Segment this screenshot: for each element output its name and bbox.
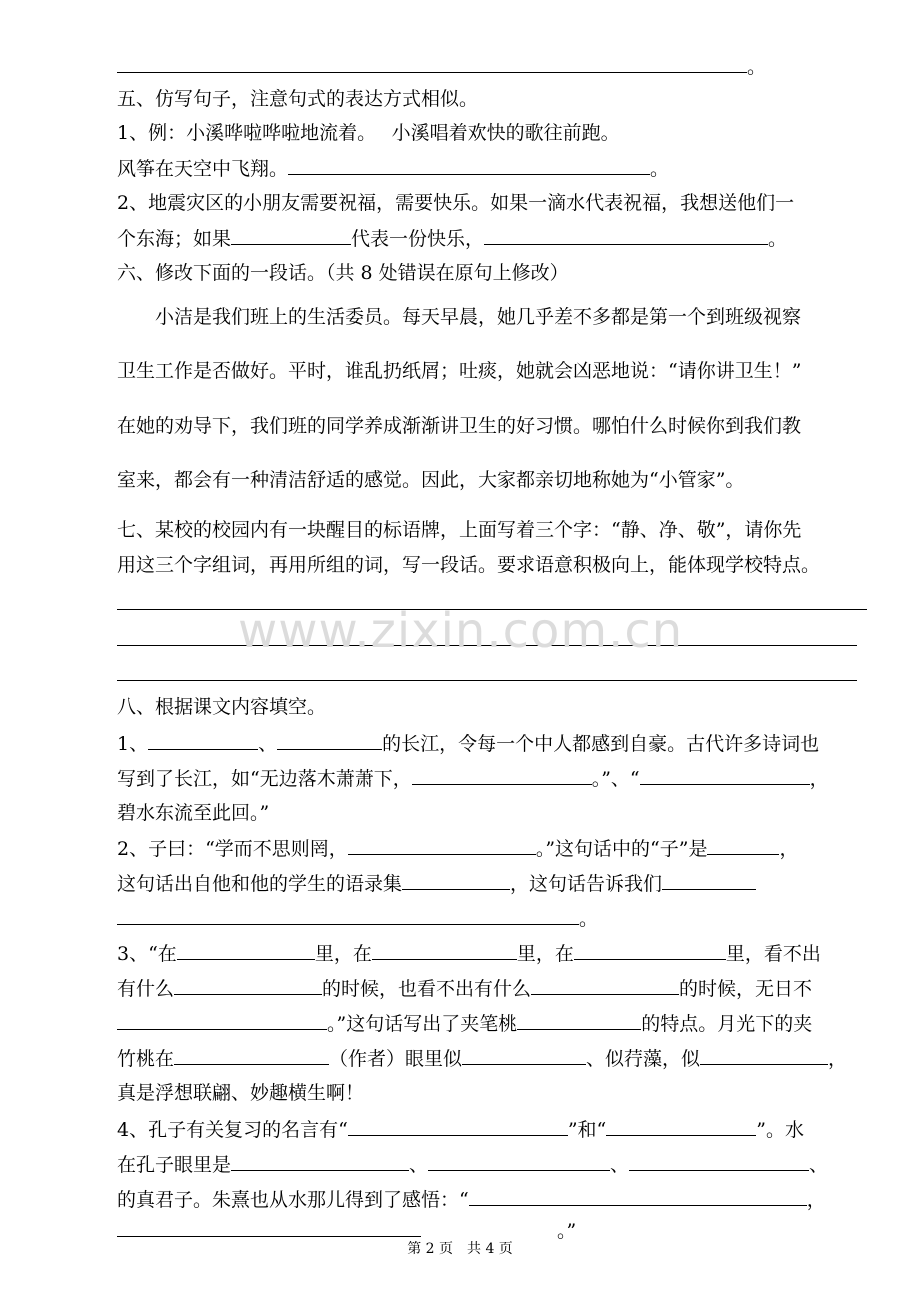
s8-q4-line1: 4、孔子有关复习的名言有“ ”和“ ”。水 [117,1119,804,1141]
s8-q3-line5: 真是浮想联翩、妙趣横生啊！ [117,1082,365,1104]
s8-q4-line4: 。” [117,1218,576,1243]
blank[interactable] [117,906,579,925]
s5-q2-line1: 2、地震灾区的小朋友需要祝福，需要快乐。如果一滴水代表祝福，我想送他们一 [117,192,795,214]
blank[interactable] [277,731,382,750]
blank[interactable] [606,1117,756,1136]
section-8-heading: 八、根据课文内容填空。 [117,696,327,718]
watermark: www.zixin.com.cn [238,603,684,659]
blank[interactable] [231,226,351,245]
s8-q3-line3: 。”这句话写出了夹笔桃 的特点。月光下的夹 [117,1011,812,1036]
blank[interactable] [174,976,322,995]
blank[interactable] [662,871,756,890]
s8-q1-line1: 1、 、 的长江，令每一个中人都感到自豪。古代许多诗词也 [117,733,820,755]
blank[interactable] [174,1046,329,1065]
blank[interactable] [177,941,315,960]
section-5-heading: 五、仿写句子，注意句式的表达方式相似。 [117,88,479,110]
blank[interactable] [700,1046,828,1065]
s8-q3-line1: 3、“在 里，在 里，在 里，看不出 [117,943,821,965]
s6-paragraph-line: 在她的劝导下，我们班的同学养成渐渐讲卫生的好习惯。哪怕什么时候你到我们教 [117,415,802,437]
blank[interactable] [469,1187,807,1206]
s8-q3-line4: 竹桃在 （作者）眼里似 、似荇藻，似 ， [117,1048,848,1070]
s6-paragraph-line: 小洁是我们班上的生活委员。每天早晨，她几乎差不多都是第一个到班级视察 [117,306,802,328]
section-7-line1: 七、某校的校园内有一块醒目的标语牌，上面写着三个字：“静、净、敬”，请你先 [117,519,802,541]
blank[interactable] [574,941,726,960]
section-7-line2: 用这三个字组词，再用所组的词，写一段话。要求语意积极向上，能体现学校特点。 [117,554,821,576]
blank[interactable] [531,976,679,995]
blank[interactable] [348,836,536,855]
s8-q1-line2: 写到了长江，如“无边落木萧萧下， 。”、“ ， [117,768,829,790]
blank[interactable] [117,54,747,73]
blank[interactable] [517,1011,641,1030]
s8-q2-line3: 。 [117,906,598,931]
blank[interactable] [484,226,768,245]
s6-paragraph-line: 室来，都会有一种清洁舒适的感觉。因此，大家都亲切地称她为“小管家”。 [117,469,745,491]
section-6-heading: 六、修改下面的一段话。（共 8 处错误在原句上修改） [117,262,569,284]
blank[interactable] [148,731,258,750]
blank[interactable] [629,1152,809,1171]
s8-q1-line3: 碧水东流至此回。” [117,802,270,824]
s8-q3-line2: 有什么 的时候，也看不出有什么 的时候，无日不 [117,978,813,1000]
writing-line[interactable] [117,680,857,681]
s5-q1-example: 1、例：小溪哗啦哗啦地流着。 小溪唱着欢快的歌往前跑。 [117,122,620,144]
s8-q4-line2: 在孔子眼里是 、 、 、 [117,1154,829,1176]
blank[interactable] [231,1152,409,1171]
blank[interactable] [117,1218,421,1237]
s6-paragraph-line: 卫生工作是否做好。平时，谁乱扔纸屑；吐痰，她就会凶恶地说：“请你讲卫生！” [117,360,802,382]
s5-q1-prompt: 风筝在天空中飞翔。 。 [117,158,670,180]
blank[interactable] [372,941,517,960]
blank[interactable] [462,1046,586,1065]
blank[interactable] [707,836,779,855]
blank[interactable] [412,766,592,785]
s8-q4-line3: 的真君子。朱熹也从水那儿得到了感悟：“ ， [117,1189,826,1211]
blank[interactable] [117,1011,327,1030]
blank[interactable] [640,766,810,785]
blank[interactable] [428,1152,610,1171]
blank[interactable] [288,156,650,175]
blank[interactable] [348,1117,568,1136]
s8-q2-line2: 这句话出自他和他的学生的语录集 ，这句话告诉我们 [117,871,756,896]
blank[interactable] [402,871,510,890]
page-footer: 第 2 页 共 4 页 [407,1241,513,1257]
s5-q2-line2: 个东海；如果 代表一份快乐， 。 [117,228,788,250]
s8-q2-line1: 2、子曰：“学而不思则罔， 。”这句话中的“子”是 ， [117,838,799,860]
top-answer-line: 。 [117,54,766,79]
